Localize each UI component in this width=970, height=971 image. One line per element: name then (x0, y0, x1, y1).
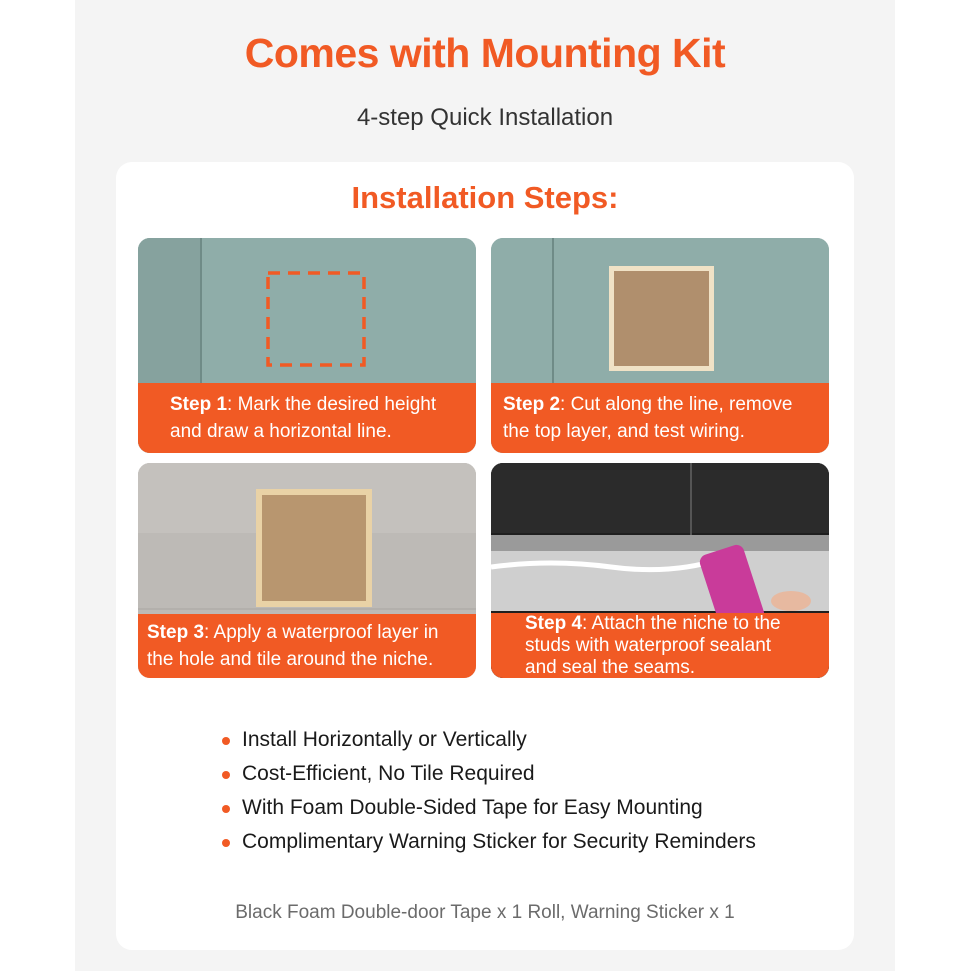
card-title: Installation Steps: (351, 180, 619, 215)
step-1-panel (138, 238, 476, 453)
feature-text: Cost-Efficient, No Tile Required (242, 762, 535, 785)
feature-item (220, 760, 756, 794)
feature-text: With Foam Double-Sided Tape for Easy Mounting (242, 796, 703, 819)
step-4-text: : Attach the niche to the (582, 613, 781, 634)
step-3-caption (138, 614, 476, 678)
kit-contents-note: Black Foam Double-door Tape x 1 Roll, Warning Sticker x 1 (235, 902, 735, 923)
step-4-caption (491, 613, 829, 678)
feature-list (220, 726, 756, 862)
step-3-text: : Apply a waterproof layer in (204, 622, 439, 643)
bullet-icon (222, 737, 230, 745)
step-1-caption (138, 383, 476, 453)
page-title: Comes with Mounting Kit (244, 30, 726, 76)
step-1-text-line2: and draw a horizontal line. (170, 421, 392, 442)
step-4-text-line3: and seal the seams. (525, 657, 696, 678)
step-3-panel (138, 463, 476, 678)
bullet-icon (222, 805, 230, 813)
feature-text: Install Horizontally or Vertically (242, 728, 527, 751)
step-4-panel (491, 463, 829, 678)
feature-item (220, 828, 756, 862)
feature-item (220, 726, 756, 760)
step-1-label: Step 1 (170, 394, 228, 415)
step-2-text-line2: the top layer, and test wiring. (503, 421, 745, 442)
feature-item (220, 794, 756, 828)
step-4-label: Step 4 (525, 613, 583, 634)
bullet-icon (222, 839, 230, 847)
step-2-panel (491, 238, 829, 453)
step-3-text-line2: the hole and tile around the niche. (147, 649, 434, 670)
step-1-text: : Mark the desired height (227, 394, 437, 415)
feature-text: Complimentary Warning Sticker for Security Reminders (242, 830, 756, 853)
page-subtitle: 4-step Quick Installation (356, 104, 614, 131)
step-2-caption (491, 383, 829, 453)
step-3-label: Step 3 (147, 622, 205, 643)
step-2-text: : Cut along the line, remove (560, 394, 793, 415)
step-2-label: Step 2 (503, 394, 561, 415)
bullet-icon (222, 771, 230, 779)
step-4-text-line2: studs with waterproof sealant (525, 635, 772, 656)
